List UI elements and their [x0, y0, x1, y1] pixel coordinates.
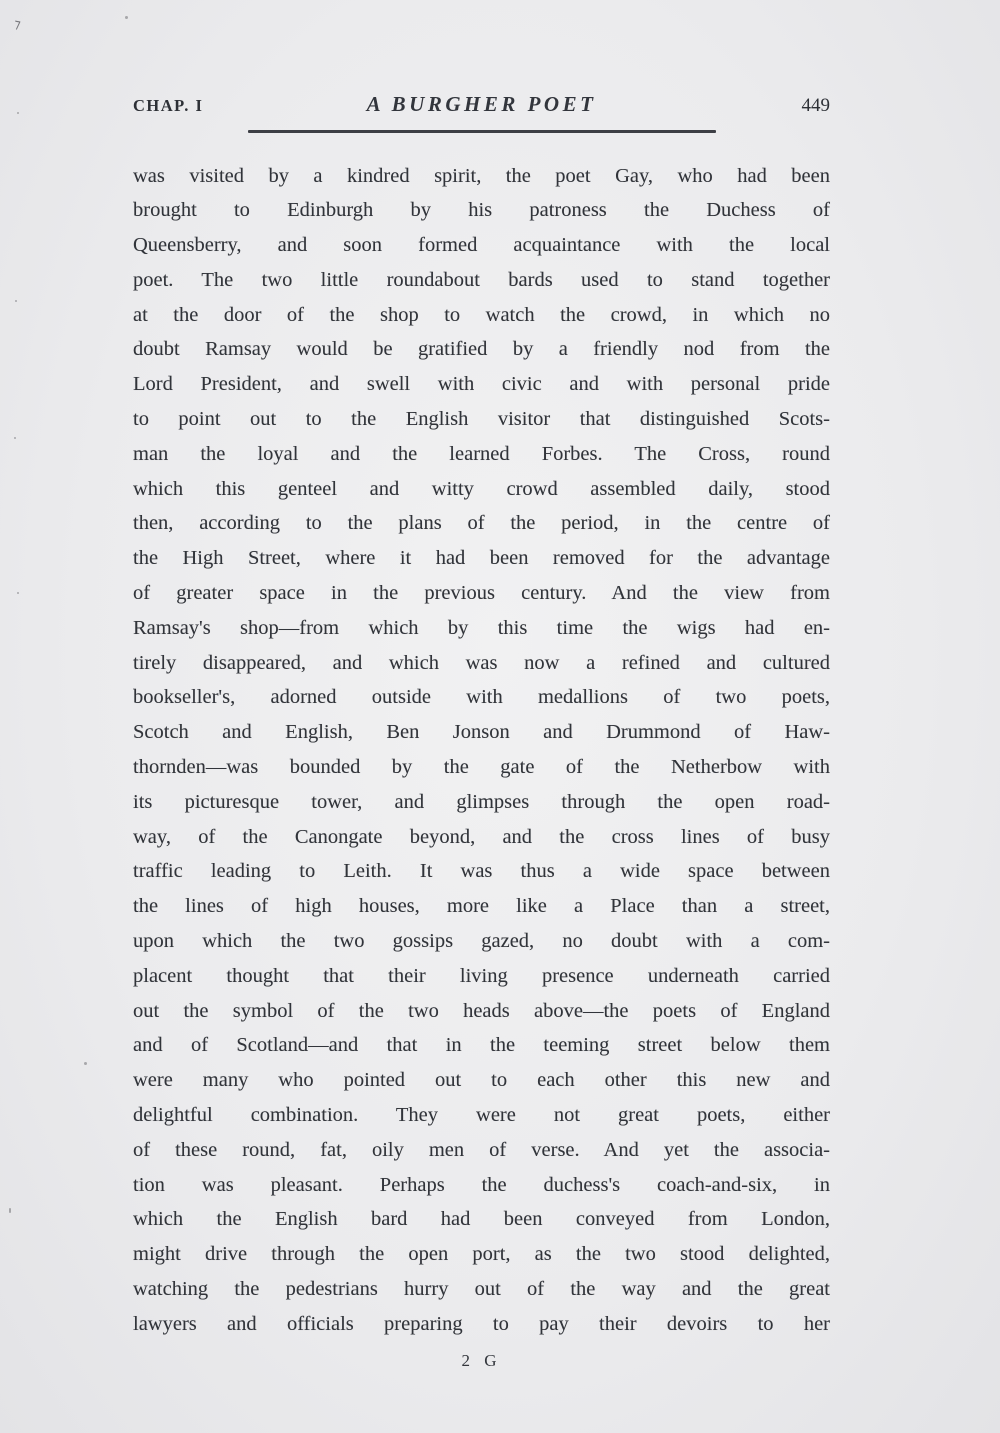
signature-mark: 2 G: [461, 1350, 502, 1370]
text-line: the lines of high houses, more like a Place than a street,: [133, 895, 830, 918]
text-line: bookseller's, adorned outside with medallions of two poets,: [133, 686, 830, 709]
scan-speck: [9, 1208, 11, 1213]
text-line: doubt Ramsay would be gratified by a friendly nod from the: [133, 338, 830, 361]
text-line: was visited by a kindred spirit, the poet Gay, who had been: [133, 164, 830, 187]
scan-speck: [14, 437, 16, 439]
text-line: Lord President, and swell with civic and with personal pride: [133, 373, 830, 396]
text-line: of these round, fat, oily men of verse. And yet the associa-: [133, 1138, 830, 1161]
page-number: 449: [801, 95, 830, 116]
text-line: delightful combination. They were not great poets, either: [133, 1104, 830, 1127]
text-line: brought to Edinburgh by his patroness the Duchess of: [133, 199, 830, 222]
text-line: its picturesque tower, and glimpses through the open road-: [133, 790, 830, 813]
header-rule: [248, 130, 716, 133]
text-line: tion was pleasant. Perhaps the duchess's coach-and-six, in: [133, 1173, 830, 1196]
text-line: Scotch and English, Ben Jonson and Drummond of Haw-: [133, 721, 830, 744]
text-line: of greater space in the previous century. And the view from: [133, 582, 830, 605]
text-line: traffic leading to Leith. It was thus a wide space between: [133, 860, 830, 883]
scan-speck: [17, 112, 19, 114]
text-line: Queensberry, and soon formed acquaintance with the local: [133, 234, 830, 257]
scan-speck: [15, 300, 17, 302]
text-line: thornden—was bounded by the gate of the Netherbow with: [133, 756, 830, 779]
text-line: out the symbol of the two heads above—the poets of England: [133, 999, 830, 1022]
text-line: Ramsay's shop—from which by this time the wigs had en-: [133, 616, 830, 639]
text-line: way, of the Canongate beyond, and the cross lines of busy: [133, 825, 830, 848]
text-line: and of Scotland—and that in the teeming street below them: [133, 1034, 830, 1057]
body-text: [133, 159, 830, 1342]
page-footer: [133, 1351, 830, 1371]
text-line: tirely disappeared, and which was now a refined and cultured: [133, 651, 830, 674]
text-line: lawyers and officials preparing to pay their devoirs to her: [133, 1312, 830, 1335]
text-line: might drive through the open port, as the two stood delighted,: [133, 1243, 830, 1266]
text-line: placent thought that their living presence underneath carried: [133, 964, 830, 987]
text-line: poet. The two little roundabout bards used to stand together: [133, 268, 830, 291]
text-line: then, according to the plans of the period, in the centre of: [133, 512, 830, 535]
text-line: were many who pointed out to each other this new and: [133, 1069, 830, 1092]
text-line: man the loyal and the learned Forbes. The Cross, round: [133, 442, 830, 465]
scan-artifact: ⁊: [12, 15, 23, 32]
text-line: at the door of the shop to watch the crowd, in which no: [133, 303, 830, 326]
scan-speck: [125, 16, 128, 19]
page-header: [133, 92, 830, 117]
text-line: which this genteel and witty crowd assembled daily, stood: [133, 477, 830, 500]
text-line: which the English bard had been conveyed from London,: [133, 1208, 830, 1231]
scan-speck: [84, 1062, 87, 1065]
text-line: watching the pedestrians hurry out of the way and the great: [133, 1278, 830, 1300]
text-line: to point out to the English visitor that distinguished Scots-: [133, 408, 830, 431]
running-title: A BURGHER POET: [366, 92, 597, 116]
scan-speck: [17, 592, 19, 594]
text-line: upon which the two gossips gazed, no doubt with a com-: [133, 930, 830, 953]
text-line: the High Street, where it had been removed for the advantage: [133, 547, 830, 570]
chapter-label: CHAP. I: [133, 96, 204, 115]
